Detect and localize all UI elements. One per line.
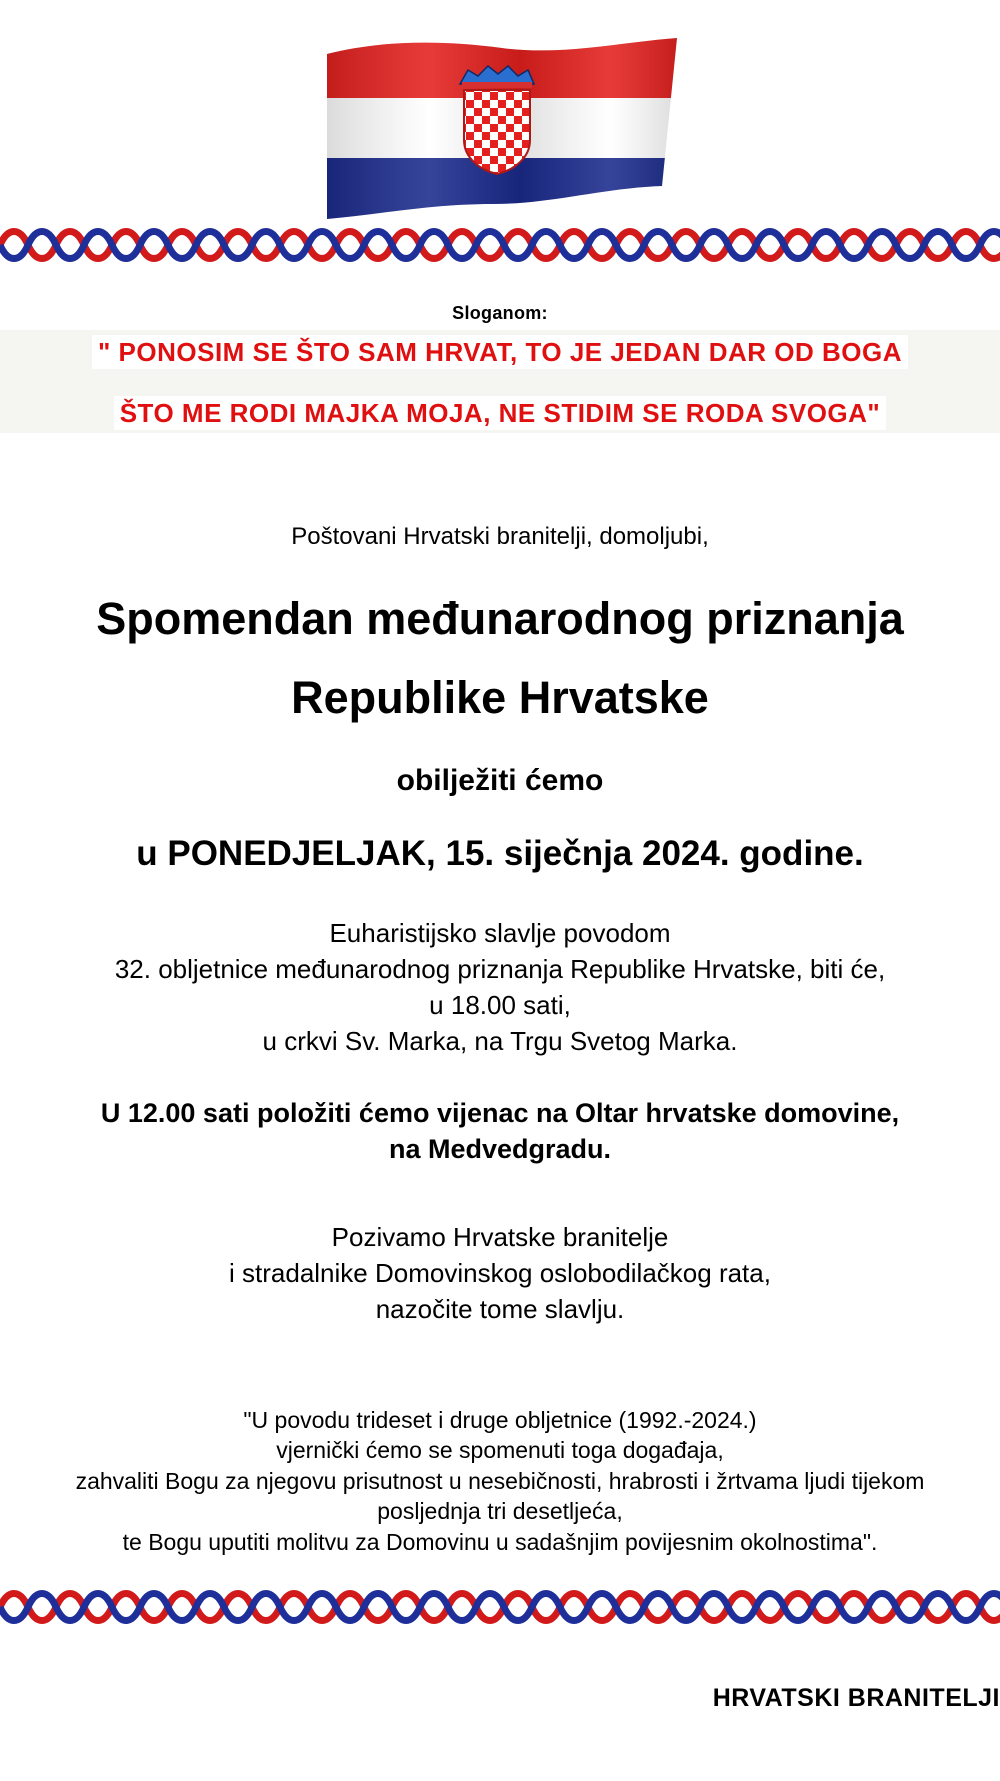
headline-line-1: Spomendan međunarodnog priznanja bbox=[96, 593, 904, 644]
slogan-line-1-text: " PONOSIM SE ŠTO SAM HRVAT, TO JE JEDAN DAR OD BOGA bbox=[92, 335, 908, 369]
quote-line-1: "U povodu trideset i druge obljetnice (1992.-2024.) bbox=[243, 1407, 757, 1433]
quote-line-4: posljednja tri desetljeća, bbox=[377, 1498, 623, 1524]
slogan-line-2-text: ŠTO ME RODI MAJKA MOJA, NE STIDIM SE RODA SVOGA" bbox=[114, 396, 887, 430]
quote-line-3: zahvaliti Bogu za njegovu prisutnost u nesebičnosti, hrabrosti i žrtvama ljudi tijekom bbox=[75, 1468, 925, 1494]
mass-line-3: u 18.00 sati, bbox=[429, 990, 571, 1020]
invite-line-3: nazočite tome slavlju. bbox=[375, 1294, 625, 1324]
bottom-braid-border bbox=[0, 1585, 1000, 1629]
quote-line-5: te Bogu uputiti molitvu za Domovinu u sadašnjim povijesnim okolnostima". bbox=[122, 1529, 878, 1555]
slogan-line-2 bbox=[0, 398, 1000, 429]
quote-line-2: vjernički ćemo se spomenuti toga događaja, bbox=[276, 1437, 724, 1463]
mass-line-2: 32. obljetnice međunarodnog priznanja Republike Hrvatske, biti će, bbox=[114, 954, 886, 984]
wreath-line-2: na Medvedgradu. bbox=[388, 1134, 612, 1164]
subline: obilježiti ćemo bbox=[396, 764, 604, 797]
croatian-flag-image bbox=[322, 36, 682, 221]
event-date: u PONEDJELJAK, 15. siječnja 2024. godine. bbox=[136, 834, 864, 873]
top-braid-border bbox=[0, 223, 1000, 267]
headline-line-2: Republike Hrvatske bbox=[291, 672, 709, 723]
invite-line-1: Pozivamo Hrvatske branitelje bbox=[331, 1222, 669, 1252]
greeting: Poštovani Hrvatski branitelji, domoljubi, bbox=[291, 523, 709, 550]
slogan-label: Sloganom: bbox=[452, 303, 548, 323]
mass-line-1: Euharistijsko slavlje povodom bbox=[329, 918, 671, 948]
signature: HRVATSKI BRANITELJI bbox=[712, 1684, 1000, 1712]
wreath-line-1: U 12.00 sati položiti ćemo vijenac na Oltar hrvatske domovine, bbox=[100, 1098, 900, 1128]
slogan-line-1 bbox=[0, 337, 1000, 368]
mass-line-4: u crkvi Sv. Marka, na Trgu Svetog Marka. bbox=[262, 1026, 738, 1056]
invite-line-2: i stradalnike Domovinskog oslobodilačkog rata, bbox=[229, 1258, 771, 1288]
